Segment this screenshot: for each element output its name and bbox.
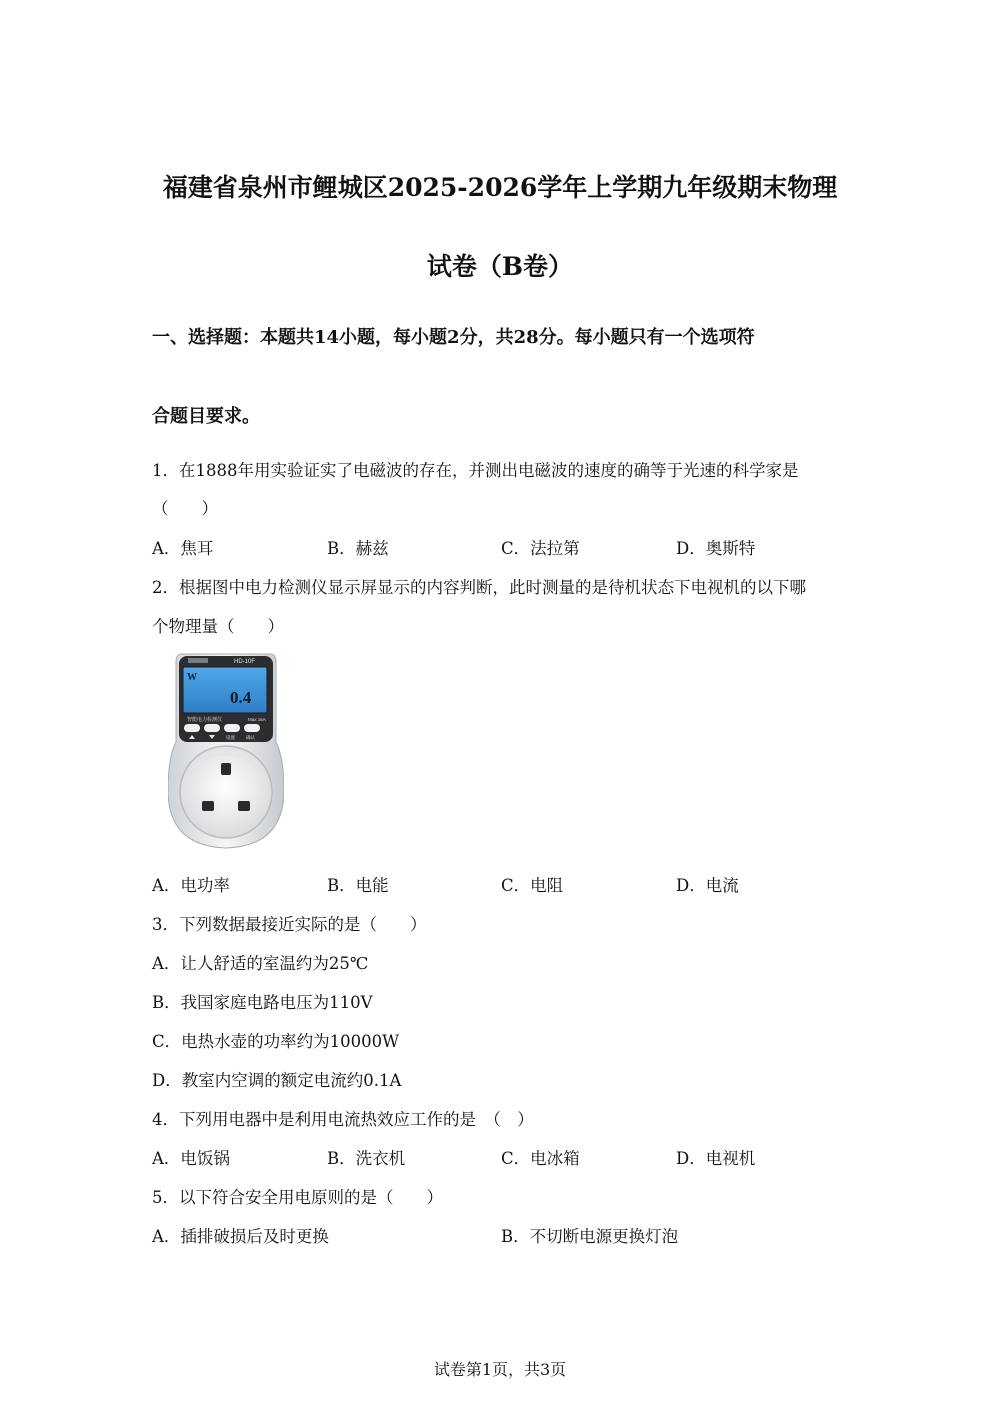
meter-reading-value: 0.4: [230, 688, 252, 707]
question-4-option-d: D．电视机: [676, 1149, 756, 1168]
question-3-option-a: A．让人舒适的室温约为25℃: [152, 954, 369, 973]
question-2-stem: 2．根据图中电力检测仪显示屏显示的内容判断，此时测量的是待机状态下电视机的以下哪: [152, 578, 806, 597]
question-1-option-a: A．焦耳: [152, 539, 214, 558]
question-1-option-d: D．奥斯特: [676, 539, 756, 558]
question-3-stem: 3．下列数据最接近实际的是（ ）: [152, 915, 427, 934]
question-2-option-b: B．电能: [327, 876, 389, 895]
socket-right-hole: [238, 801, 250, 811]
socket-left-hole: [202, 801, 214, 811]
question-2-option-c: C．电阻: [501, 876, 564, 895]
question-3-option-c: C．电热水壶的功率约为10000W: [152, 1032, 400, 1051]
question-1-stem-cont: （ ）: [152, 499, 218, 518]
question-1-stem: 1．在1888年用实验证实了电磁波的存在，并测出电磁波的速度的确等于光速的科学家是: [152, 461, 799, 480]
question-2-option-d: D．电流: [676, 876, 739, 895]
meter-down-button: [204, 724, 220, 732]
section-heading-line-2: 合题目要求。: [152, 406, 260, 427]
socket-outlet: [180, 746, 272, 838]
question-3-option-b: B．我国家庭电路电压为110V: [152, 993, 373, 1012]
question-2-option-a: A．电功率: [152, 876, 230, 895]
meter-set-button: [224, 724, 240, 732]
question-5-option-a: A．插排破损后及时更换: [152, 1227, 329, 1246]
question-4-option-a: A．电饭锅: [152, 1149, 230, 1168]
question-5-option-b: B．不切断电源更换灯泡: [501, 1227, 679, 1246]
meter-panel-text: 智能电力检测仪: [187, 717, 223, 723]
question-1-option-c: C．法拉第: [501, 539, 580, 558]
question-2-stem-cont: 个物理量（ ）: [152, 617, 284, 636]
question-4-stem: 4．下列用电器中是利用电流热效应工作的是 （ ）: [152, 1110, 534, 1129]
page-footer: 试卷第1页，共3页: [433, 1360, 567, 1379]
title-line-2: 试卷（B卷）: [426, 252, 574, 281]
meter-unit-label: W: [187, 672, 197, 683]
title-line-1: 福建省泉州市鲤城区2025-2026学年上学期九年级期末物理: [162, 173, 838, 202]
question-5-stem: 5．以下符合安全用电原则的是（ ）: [152, 1188, 443, 1207]
power-meter-figure: [168, 650, 284, 850]
meter-up-button: [184, 724, 200, 732]
question-4-option-b: B．洗衣机: [327, 1149, 406, 1168]
meter-set-label: 设置: [226, 736, 235, 741]
meter-max-text: Max 16A: [248, 717, 266, 722]
meter-ok-label: 确认: [246, 736, 255, 741]
meter-model-label: HD-10F: [234, 659, 256, 665]
socket-ground-hole: [221, 763, 231, 775]
question-3-option-d: D．教室内空调的额定电流约0.1A: [152, 1071, 402, 1090]
question-1-option-b: B．赫兹: [327, 539, 389, 558]
question-4-option-c: C．电冰箱: [501, 1149, 580, 1168]
meter-ok-button: [244, 724, 260, 732]
section-heading-line-1: 一、选择题：本题共14小题，每小题2分，共28分。每小题只有一个选项符: [152, 327, 755, 348]
